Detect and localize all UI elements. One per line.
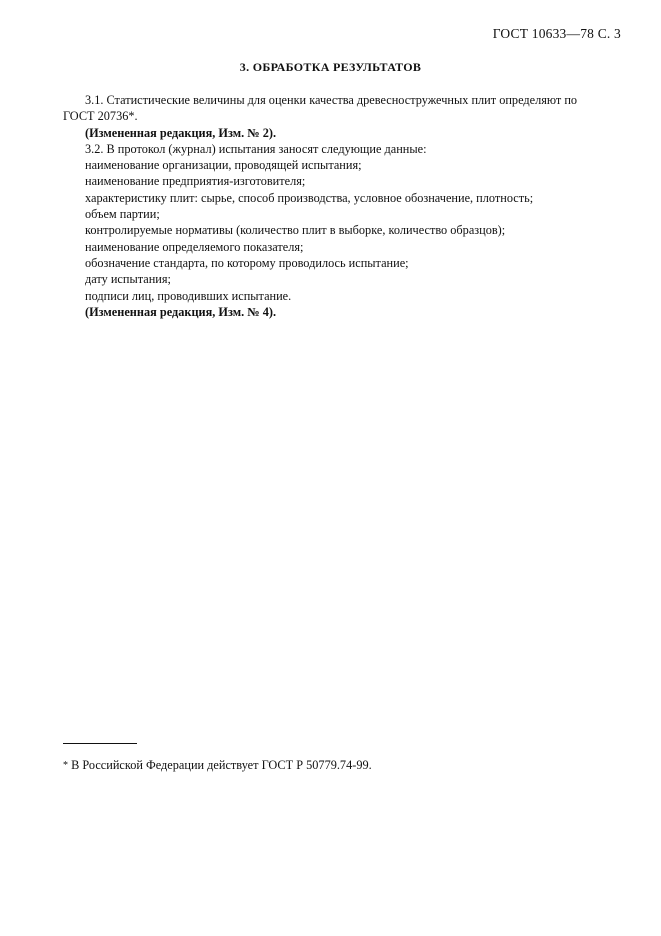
body-content [63,92,603,320]
section-title: 3. ОБРАБОТКА РЕЗУЛЬТАТОВ [239,60,422,74]
list-item: контролируемые нормативы (количество плит в выборке, количество образцов); [85,223,506,238]
revision-note-2: (Измененная редакция, Изм. № 4). [85,304,277,319]
paragraph-3-2: 3.2. В протокол (журнал) испытания заносят следующие данные: [85,141,427,156]
footnote-marker: * [63,760,68,771]
footnote-separator [63,743,137,744]
list-item: характеристику плит: сырье, способ производства, условное обозначение, плотность; [85,190,534,205]
list-item: дату испытания; [85,272,171,287]
list-item: подписи лиц, проводивших испытание. [85,288,292,303]
footnote [63,757,372,773]
paragraph-3-1-line-1 [63,92,603,108]
standard-number: ГОСТ 10633—78 [492,26,595,41]
list-item: обозначение стандарта, по которому проводилось испытание; [85,255,409,270]
revision-note-1: (Измененная редакция, Изм. № 2). [85,125,277,140]
list-item: наименование предприятия-изготовителя; [85,174,306,189]
paragraph-3-1-text: 3.1. Статистические величины для оценки качества древесностружечных плит определяют по [85,93,578,107]
page-number-label: С. 3 [597,26,621,41]
list-item: объем партии; [85,207,160,222]
paragraph-3-1-continuation: ГОСТ 20736*. [63,109,138,124]
footnote-text: В Российской Федерации действует ГОСТ Р 50779.74-99. [71,758,372,772]
list-item: наименование организации, проводящей испытания; [85,158,362,173]
paragraph-3-1-line-2 [63,108,603,124]
page-header [493,26,621,42]
list-item: наименование определяемого показателя; [85,239,304,254]
